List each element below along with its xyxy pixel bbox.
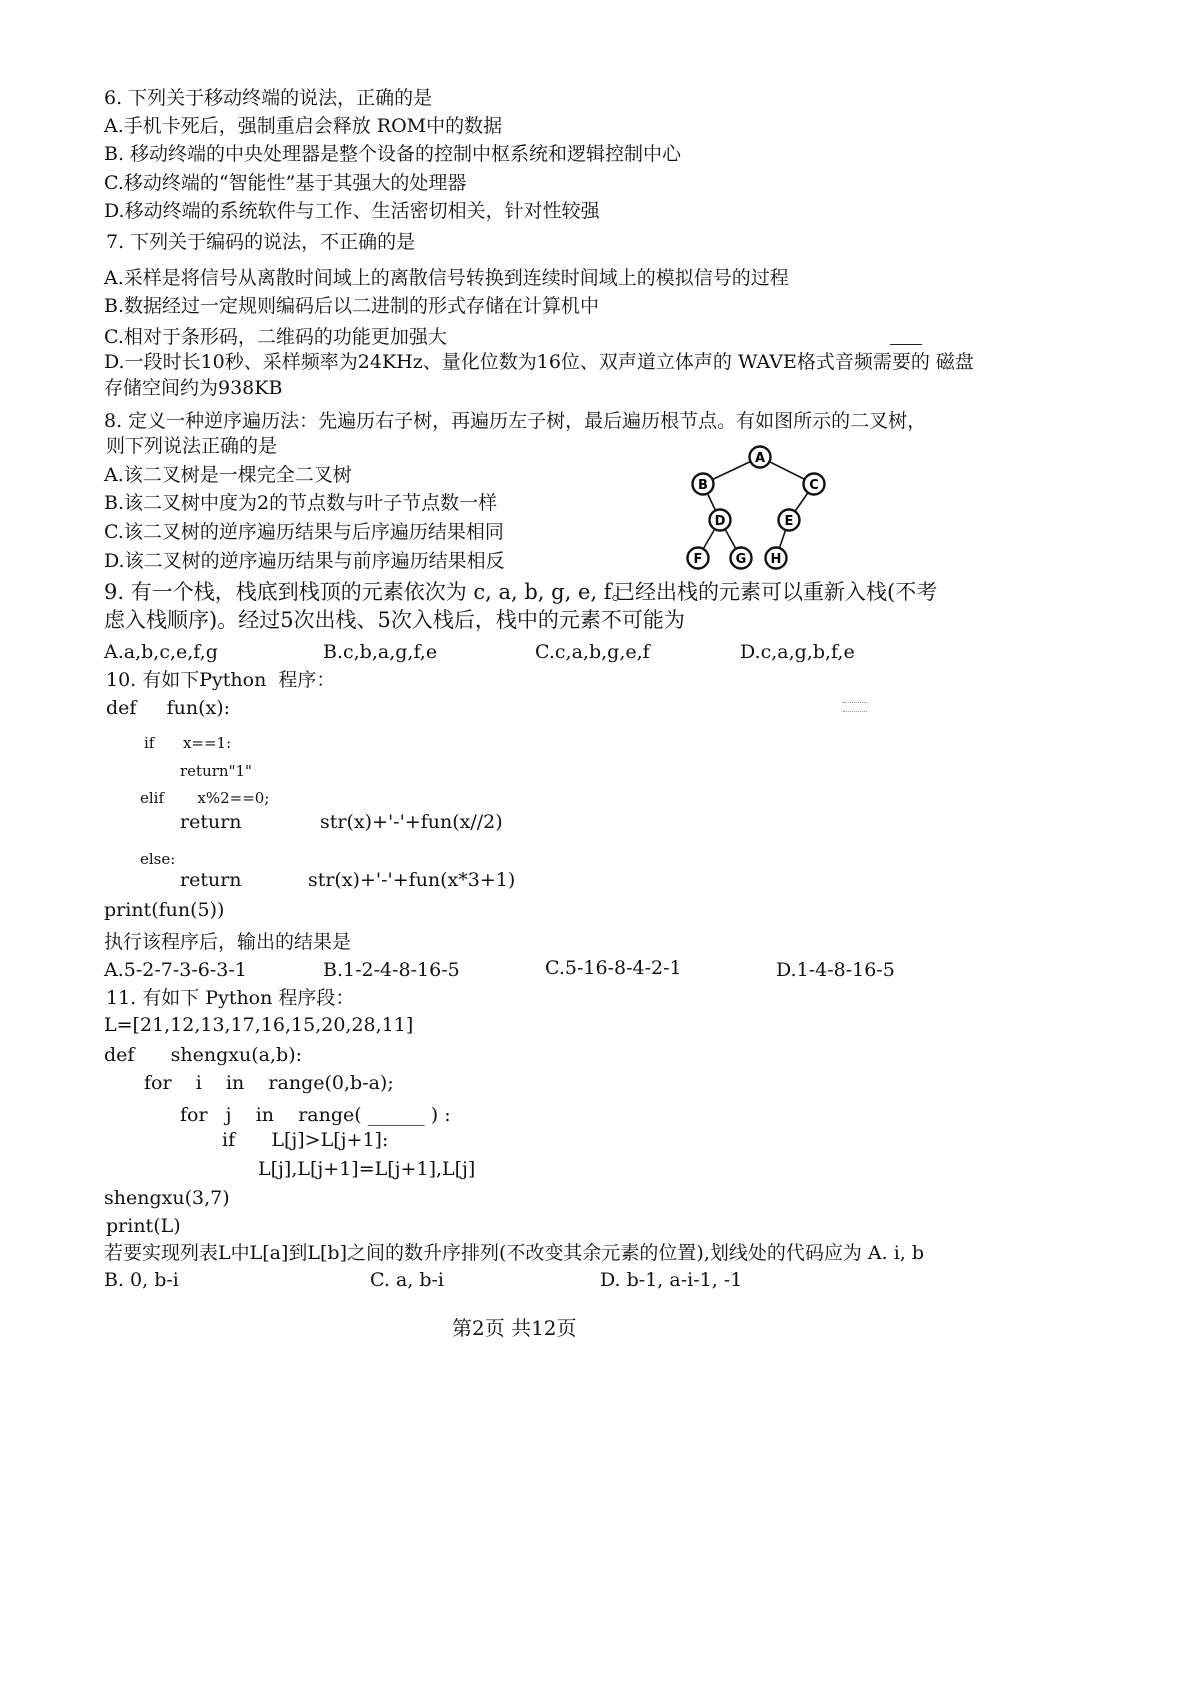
svg-text:G: G [735,552,747,567]
q9-option-a: A.a,b,c,e,f,g [104,641,218,663]
q10-code-return2: return str(x)+'-'+fun(x//2) [180,811,503,833]
q6-option-b: B. 移动终端的中央处理器是整个设备的控制中枢系统和逻辑控制中心 [104,143,682,165]
q10-code-return3: return str(x)+'-'+fun(x*3+1) [180,869,516,891]
q9-stem-line1a: 9. 有一个栈，栈底到栈顶的元素依次为 c, a, b, g, e, f。 [104,580,633,604]
tree-node-c [804,474,825,495]
q6-option-d: D.移动终端的系统软件与工作、生活密切相关，针对性较强 [104,200,600,222]
q11-code-call: shengxu(3,7) [104,1187,230,1209]
q10-code-def: def fun(x): [106,697,231,719]
q10-question: 执行该程序后，输出的结果是 [104,931,352,953]
q11-code-swap: L[j],L[j+1]=L[j+1],L[j] [258,1158,476,1180]
q11-option-d: D. b-1, a-i-1, -1 [600,1269,743,1291]
q11-option-c: C. a, b-i [370,1269,445,1291]
tree-node-e [779,510,800,531]
svg-text:H: H [770,552,782,567]
q8-option-d: D.该二叉树的逆序遍历结果与前序遍历结果相反 [104,550,505,572]
q8-option-b: B.该二叉树中度为2的节点数与叶子节点数一样 [104,492,498,514]
q9-option-b: B.c,b,a,g,f,e [323,641,438,663]
q9-option-c: C.c,a,b,g,e,f [535,641,650,663]
q11-stem: 11. 有如下 Python 程序段： [106,987,355,1009]
q7-stem: 7. 下列关于编码的说法，不正确的是 [106,231,416,253]
q8-option-c: C.该二叉树的逆序遍历结果与后序遍历结果相同 [104,521,504,543]
q11-code-for-j: for j in range( ______ ) : [180,1104,451,1126]
q10-option-b: B.1-2-4-8-16-5 [323,959,460,981]
q10-option-d: D.1-4-8-16-5 [776,959,895,981]
q9-option-d: D.c,a,g,b,f,e [740,641,855,663]
tree-node-b [693,474,714,495]
q6-option-a: A.手机卡死后，强制重启会释放 ROM中的数据 [104,115,503,137]
tree-node-a [750,447,771,468]
svg-text:F: F [693,552,703,567]
q11-question: 若要实现列表L中L[a]到L[b]之间的数升序排列(不改变其余元素的位置),划线处的代码应为 A. i, b [104,1242,925,1264]
q10-code-elif: elif x%2==0; [140,789,270,807]
q11-code-if: if L[j]>L[j+1]: [222,1129,389,1151]
q10-code-return1: return"1" [180,762,252,780]
q6-option-c: C.移动终端的“智能性”基于其强大的处理器 [104,172,467,194]
q9-stem-line2: 虑入栈顺序)。经过5次出栈、5次入栈后，栈中的元素不可能为 [104,608,685,632]
svg-text:A: A [754,451,766,466]
q11-code-def: def shengxu(a,b): [104,1044,303,1066]
q11-code-list: L=[21,12,13,17,16,15,20,28,11] [104,1014,414,1036]
svg-text:B: B [698,478,708,493]
q11-code-for-i: for i in range(0,b-a); [144,1072,394,1094]
q8-option-a: A.该二叉树是一棵完全二叉树 [104,464,352,486]
q8-stem-line1: 8. 定义一种逆序遍历法：先遍历右子树，再遍历左子树，最后遍历根节点。有如图所示的二叉树， [104,410,927,432]
q10-code-print: print(fun(5)) [104,899,225,921]
q11-code-print: print(L) [106,1215,181,1237]
q10-code-if: if x==1: [144,734,232,752]
tree-node-g [731,548,752,569]
svg-text:E: E [784,514,794,529]
q7-option-a: A.采样是将信号从离散时间域上的离散信号转换到连续时间域上的模拟信号的过程 [104,267,789,289]
tree-node-d [710,510,731,531]
svg-text:D: D [714,514,726,529]
tree-node-h [766,548,787,569]
q7-option-c: C.相对于条形码，二维码的功能更加强大 [104,326,447,348]
binary-tree-figure [678,436,838,578]
svg-text:C: C [809,478,819,493]
q7-option-b: B.数据经过一定规则编码后以二进制的形式存储在计算机中 [104,295,600,317]
tree-node-f [688,548,709,569]
q10-option-a: A.5-2-7-3-6-3-1 [104,959,247,981]
q11-option-b: B. 0, b-i [104,1269,179,1291]
q8-stem-line2: 则下列说法正确的是 [106,435,278,457]
q7-option-d-line2: 存储空间约为938KB [104,377,283,399]
scan-artifact [843,702,867,712]
page-footer: 第2页 共12页 [452,1316,577,1340]
q10-code-else: else: [140,850,176,868]
q7-stray-mark [890,344,922,345]
q10-option-c: C.5-16-8-4-2-1 [545,957,682,979]
q7-option-d-line1: D.一段时长10秒、采样频率为24KHz、量化位数为16位、双声道立体声的 WAVE格式音频需要的 磁盘 [104,351,974,373]
q6-stem: 6. 下列关于移动终端的说法，正确的是 [104,87,433,109]
q9-stem-line1b: 已经出栈的元素可以重新入栈(不考 [614,580,938,604]
q10-stem: 10. 有如下Python 程序： [106,669,336,691]
